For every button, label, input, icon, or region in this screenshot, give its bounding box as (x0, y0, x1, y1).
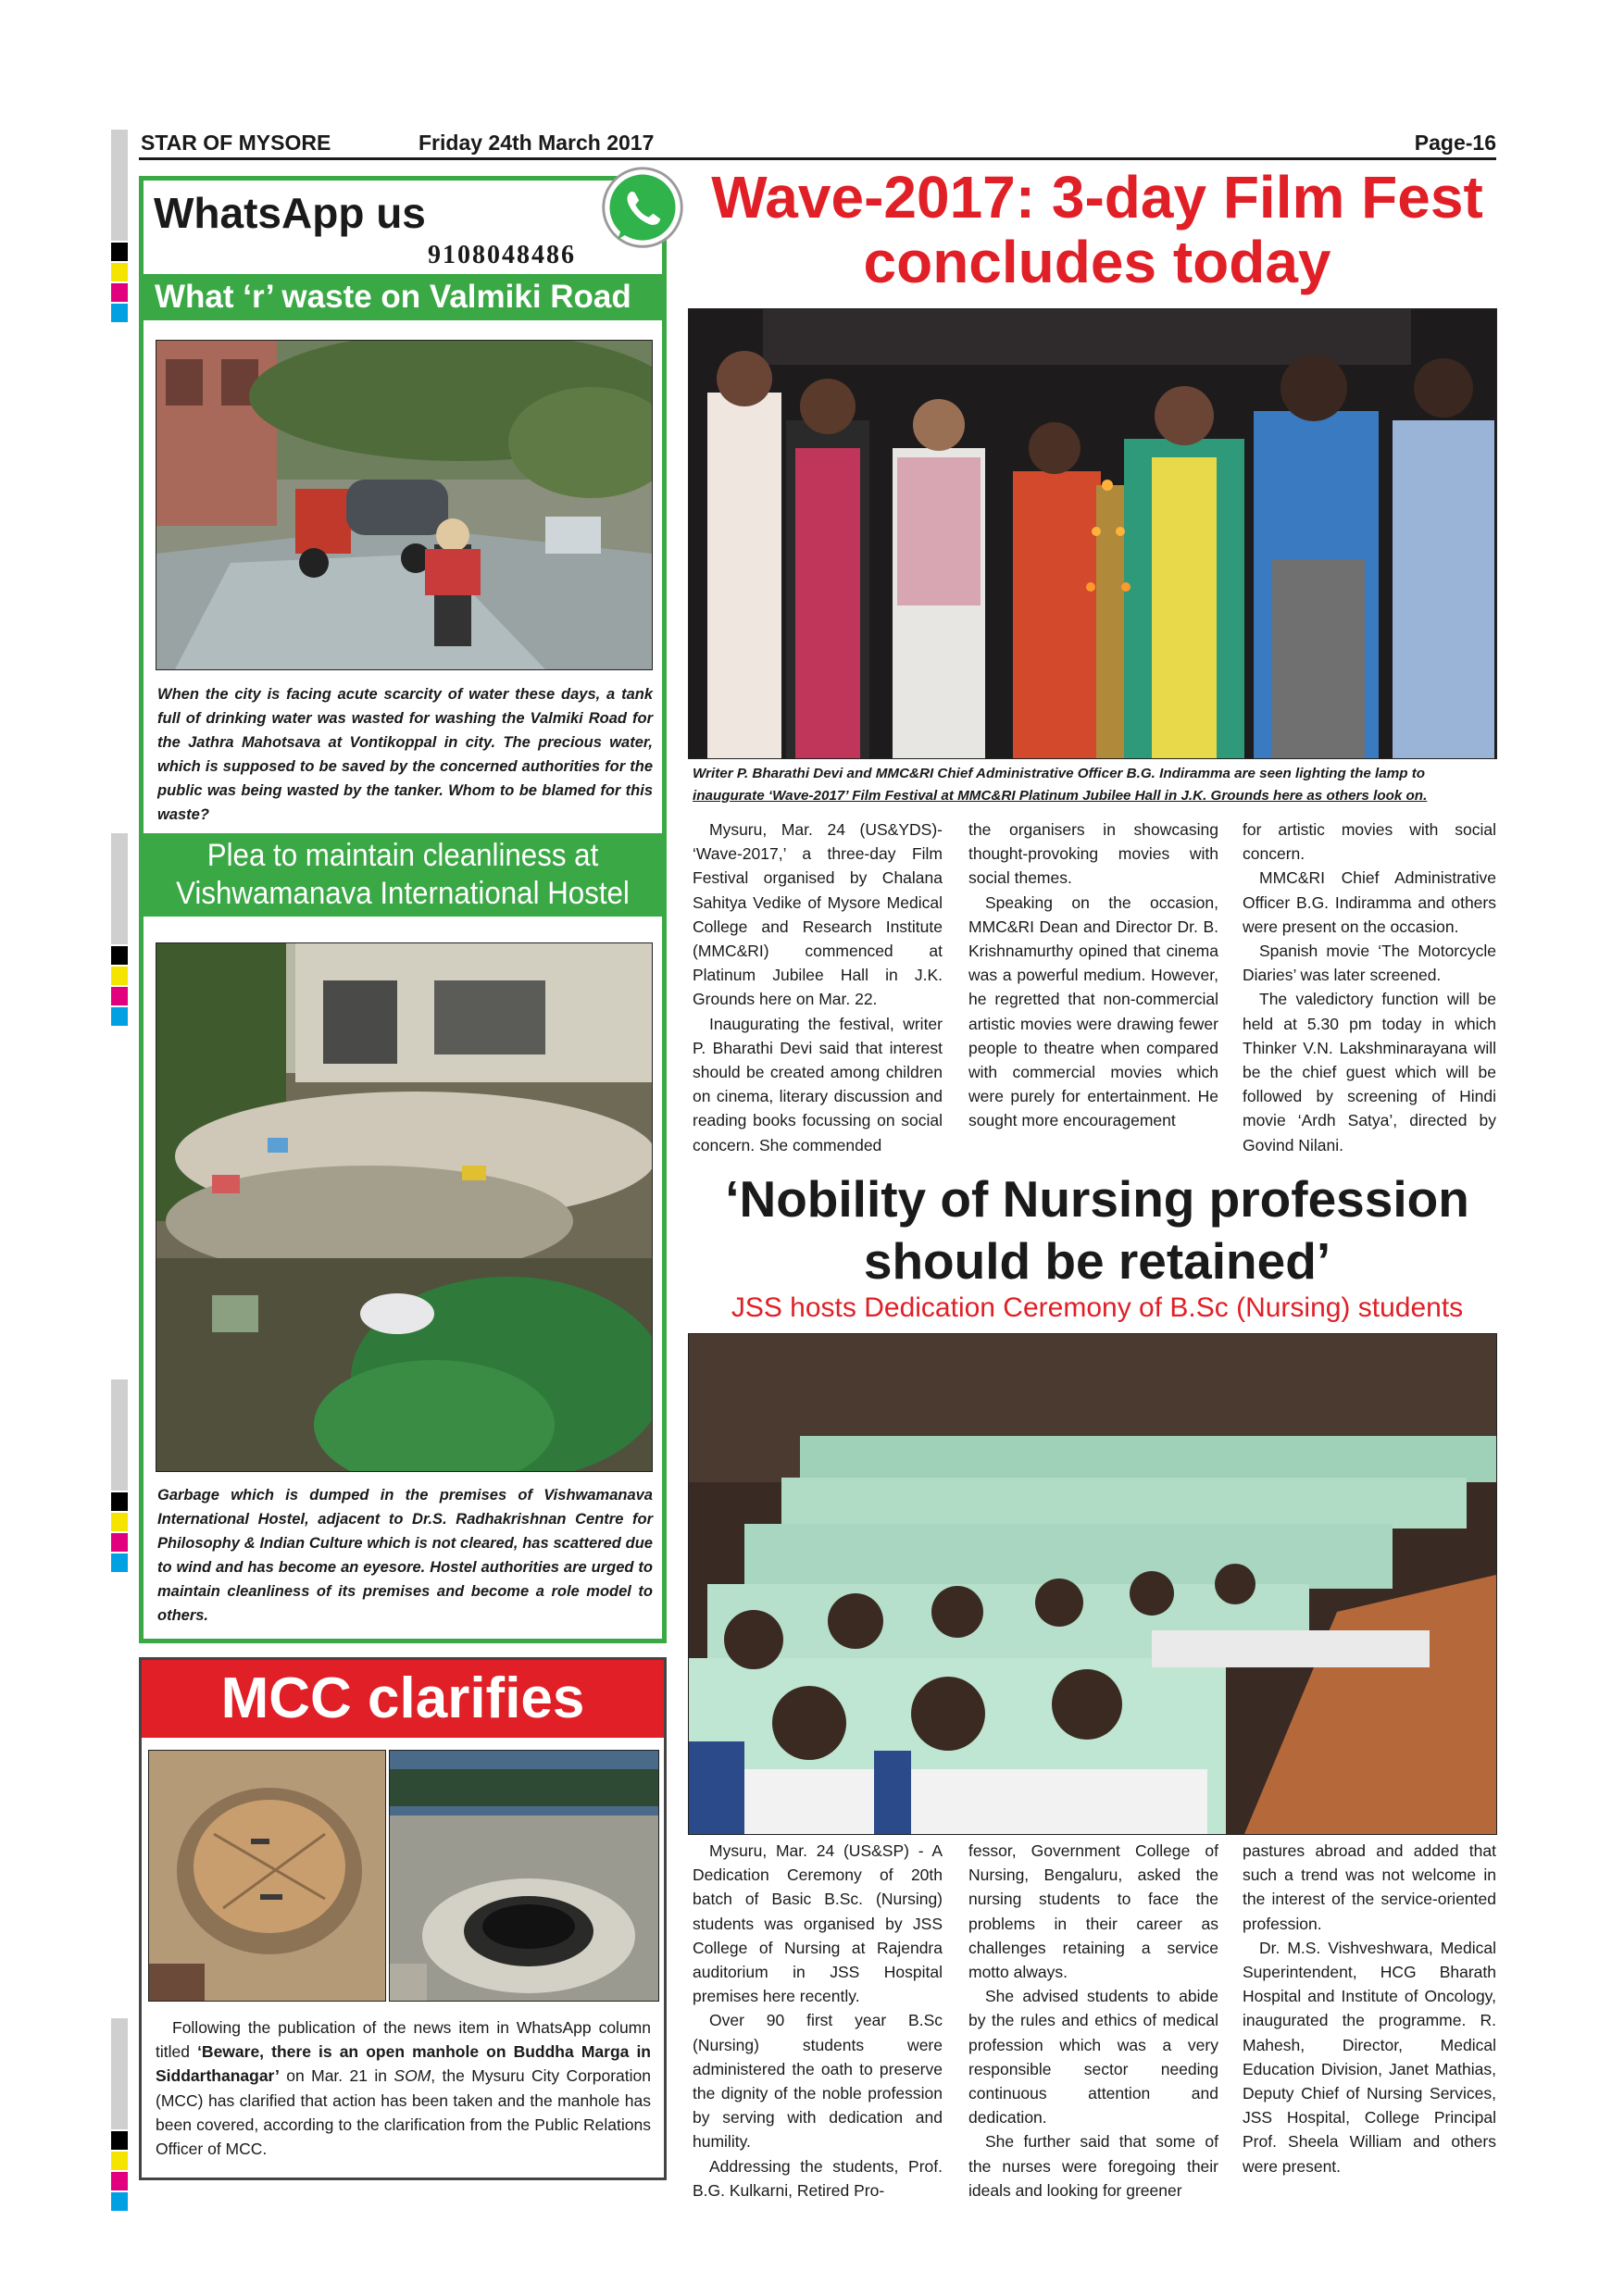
reg-swatch (111, 1554, 128, 1572)
registration-strip-top (111, 130, 128, 241)
nursing-column-2 (968, 1839, 1218, 2202)
header-rule (139, 157, 1496, 160)
registration-strip-mid (111, 833, 128, 944)
filmfest-headline (681, 165, 1514, 294)
mcc-body-som: SOM (394, 2066, 431, 2086)
nursing-col1-para: Over 90 first year B.Sc (Nursing) students were administered the oath to preserve the dignity of the noble profession by serving with dedication and humility. (693, 2011, 943, 2152)
photo-nursing-ceremony (688, 1333, 1497, 1835)
mcc-body (156, 2015, 651, 2161)
nursing-col2-para: fessor, Government College of Nursing, Bengaluru, asked the nursing students to face the problems in their career as challenges retaining a service motto always. (968, 1841, 1218, 1982)
issue-date: Friday 24th March 2017 (418, 131, 655, 155)
caption-hostel: Garbage which is dumped in the premises of Vishwamanava International Hostel, adjacent to Dr.S. Radhakrishnan Centre for Philosophy & Indian Culture which is not cleared, has scattered due to wind and has become an eyesore. Hostel authorities are urged to maintain cleanliness of its premises and become a role model to others. (157, 1487, 653, 1624)
filmfest-headline-line2: concludes today (863, 229, 1331, 295)
whatsapp-title: WhatsApp us (154, 189, 426, 237)
filmfest-col3-para: Spanish movie ‘The Motorcycle Diaries’ was later screened. (1243, 942, 1496, 985)
reg-swatch (111, 1007, 128, 1026)
filmfest-caption-line1: Writer P. Bharathi Devi and MMC&RI Chief Administrative Officer B.G. Indiramma are seen lighting the lamp to (693, 766, 1426, 781)
mcc-body-part3: , the Mysuru City Corporation (MCC) has clarified that action has been taken and the manhole has been covered, according to the clarification from the Public Relations Officer of MCC. (156, 2066, 651, 2159)
photo-garbage (156, 942, 653, 1472)
filmfest-col3-para: MMC&RI Chief Administrative Officer B.G. Indiramma and others were present on the occasion. (1243, 868, 1496, 936)
registration-strip-bottom (111, 2018, 128, 2129)
filmfest-col1-para: Inaugurating the festival, writer P. Bharathi Devi said that interest should be created among children on cinema, literary discussion and reading books focussing on social concern. She commended (693, 1014, 943, 1154)
reg-swatch (111, 1513, 128, 1531)
reg-swatch (111, 2172, 128, 2190)
caption-valmiki: When the city is facing acute scarcity of water these days, a tank full of drinking water was wasted for washing the Valmiki Road for the Jathra Mahotsava at Vontikoppal in city. The precious water, which is supposed to be saved by the concerned authorities for the public was being wasted by the tanker. Whom to be blamed for this waste? (157, 686, 653, 823)
mcc-body-part2: on Mar. 21 in (279, 2066, 394, 2086)
section-heading-valmiki: What ‘r’ waste on Valmiki Road (144, 274, 662, 320)
nursing-col2-para: She further said that some of the nurses were foregoing their ideals and looking for greener (968, 2132, 1218, 2200)
reg-swatch (111, 987, 128, 1005)
nursing-headline-line2: should be retained’ (863, 1232, 1331, 1290)
filmfest-headline-line1: Wave-2017: 3-day Film Fest (711, 164, 1483, 231)
photo-manhole-open (389, 1750, 659, 2002)
nursing-headline-line1: ‘Nobility of Nursing profession (725, 1170, 1469, 1228)
nursing-col1-para: Mysuru, Mar. 24 (US&SP) - A Dedication Ceremony of 20th batch of Basic B.Sc. (Nursing) students was organised by JSS College of Nursing at Rajendra auditorium in JSS Hospital premises here recently. (693, 1841, 943, 2006)
nursing-col3-para: Dr. M.S. Vishveshwara, Medical Superintendent, HCG Bharath Hospital and Institute of Oncology, inaugurated the programme. R. Mahesh, Director, Medical Education Division, Janet Mathias, Deputy Chief of Nursing Services, JSS Hospital, College Principal Prof. Sheela William and others were present. (1243, 1938, 1496, 2176)
reg-swatch (111, 1492, 128, 1511)
nursing-subhead: JSS hosts Dedication Ceremony of B.Sc (Nursing) students (731, 1292, 1464, 1323)
page-number: Page-16 (1414, 131, 1496, 155)
filmfest-column-1 (693, 817, 943, 1157)
reg-swatch (111, 243, 128, 261)
whatsapp-number: 9108048486 (428, 241, 576, 269)
reg-swatch (111, 2192, 128, 2211)
paper-name: STAR OF MYSORE (141, 131, 331, 155)
nursing-column-3 (1243, 1839, 1496, 2178)
mcc-heading: MCC clarifies (220, 1666, 585, 1730)
reg-swatch (111, 967, 128, 985)
nursing-col3-para: pastures abroad and added that such a trend was not welcome in the interest of the service-oriented profession. (1243, 1841, 1496, 1933)
filmfest-col2-para: Speaking on the occasion, MMC&RI Dean and Director Dr. B. Krishnamurthy opined that cinema was a powerful medium. However, he regretted that non-commercial artistic movies were drawing fewer people to theatre when compared with commercial movies which were purely for entertainment. He sought more encouragement (968, 892, 1218, 1130)
reg-swatch (111, 304, 128, 322)
filmfest-col2-para: the organisers in showcasing thought-provoking movies with social themes. (968, 820, 1218, 888)
filmfest-col1-para: Mysuru, Mar. 24 (US&YDS)- ‘Wave-2017,’ a three-day Film Festival organised by Chalana Sahitya Vedike of Mysore Medical College and Research Institute (MMC&RI) commenced at Platinum Jubilee Hall in J.K. Grounds here on Mar. 22. (693, 820, 943, 1009)
whatsapp-icon (598, 165, 687, 254)
photo-water-tanker (156, 340, 653, 670)
photo-manhole-covered (148, 1750, 386, 2002)
reg-swatch (111, 1533, 128, 1552)
reg-swatch (111, 263, 128, 281)
section-heading-hostel (144, 833, 662, 917)
filmfest-col3-para: for artistic movies with social concern. (1243, 820, 1496, 864)
registration-strip-low (111, 1379, 128, 1491)
reg-swatch (111, 2131, 128, 2150)
section-heading-hostel-line2: Vishwamanava International Hostel (176, 876, 630, 911)
nursing-col2-para: She advised students to abide by the rules and ethics of medical profession which was a very responsible sector needing continuous attention and dedication. (968, 1987, 1218, 2128)
nursing-col1-para: Addressing the students, Prof. B.G. Kulkarni, Retired Pro- (693, 2156, 943, 2200)
mcc-body-part1: Following the publication of the news item in WhatsApp column titled (156, 2018, 651, 2062)
reg-swatch (111, 946, 128, 965)
nursing-headline (681, 1168, 1514, 1292)
filmfest-col3-para: The valedictory function will be held at 5.30 pm today in which Thinker V.N. Lakshminarayana will be the chief guest which will be followed by screening of Hindi movie ‘Ardh Satya’, directed by Govind Nilani. (1243, 990, 1496, 1154)
reg-swatch (111, 2152, 128, 2170)
filmfest-caption (693, 763, 1498, 807)
section-heading-hostel-line1: Plea to maintain cleanliness at (206, 838, 599, 873)
filmfest-caption-line2: inaugurate ‘Wave-2017’ Film Festival at MMC&RI Platinum Jubilee Hall in J.K. Grounds here as others look on. (693, 788, 1428, 804)
filmfest-column-2 (968, 817, 1218, 1133)
reg-swatch (111, 283, 128, 302)
mcc-body-title: ‘Beware, there is an open manhole on Buddha Marga in Siddarthanagar’ (156, 2042, 652, 2086)
filmfest-column-3 (1243, 817, 1496, 1157)
photo-lamp-lighting (688, 308, 1497, 759)
nursing-column-1 (693, 1839, 943, 2202)
